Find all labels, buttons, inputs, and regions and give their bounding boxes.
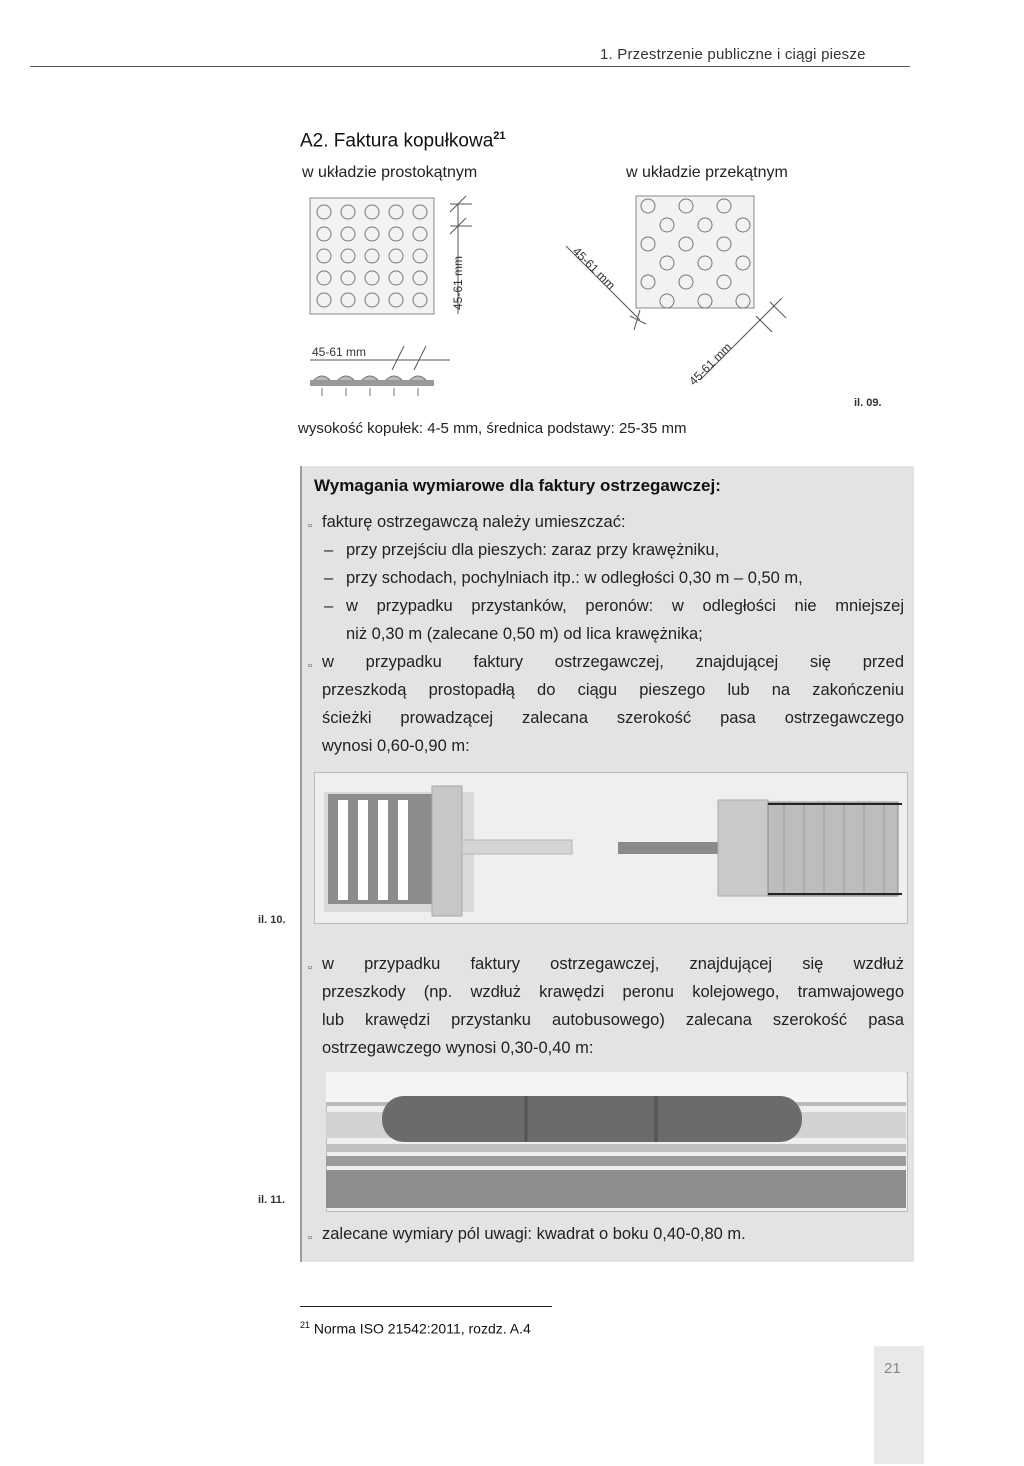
track [326, 1156, 906, 1166]
dimension-label: 45-61 mm [312, 345, 367, 359]
section-title [300, 130, 506, 152]
figure-label-10: il. 10. [258, 914, 286, 926]
dash-marker: – [324, 541, 334, 559]
tick-mark [414, 346, 426, 370]
bullet-marker: ▫ [308, 962, 312, 974]
dash-marker: – [324, 569, 334, 587]
cross-section-ticks [322, 388, 418, 396]
platform-illustration [326, 1072, 906, 1210]
dimension-label: 45-61 mm [686, 340, 735, 389]
figure-label-09: il. 09. [854, 397, 882, 409]
tick-mark [392, 346, 404, 370]
footnote [300, 1320, 531, 1337]
requirement-perpendicular-line3: ścieżki prowadzącej zalecana szerokość pasa ostrzegawczego [322, 709, 904, 727]
section-title-text: A2. Faktura kopułkowa [300, 130, 494, 152]
diagonal-dome-diagram [560, 190, 800, 400]
footnote-ref: 21 [493, 130, 506, 142]
dimension-label: 45-61 mm [451, 255, 465, 310]
requirement-parallel-line2: przeszkody (np. wzdłuż krawędzi peronu kolejowego, tramwajowego [322, 983, 904, 1001]
requirement-stairs: przy schodach, pochylniach itp.: w odległości 0,30 m – 0,50 m, [346, 569, 803, 587]
figure-label-11: il. 11. [258, 1194, 285, 1206]
dash-marker: – [324, 597, 334, 615]
caption-diagonal: w układzie przekątnym [626, 164, 788, 181]
platform-edge [326, 1144, 906, 1152]
footnote-text: Norma ISO 21542:2011, rozdz. A.4 [313, 1320, 531, 1337]
dimension-label: 45-61 mm [569, 244, 618, 293]
requirement-parallel-line3: lub krawędzi przystanku autobusowego) zalecana szerokość pasa [322, 1011, 904, 1029]
zebra-stripe [338, 800, 348, 900]
requirement-perpendicular-line2: przeszkodą prostopadłą do ciągu pieszego lub na zakończeniu [322, 681, 904, 699]
caption-rectangular: w układzie prostokątnym [302, 164, 478, 181]
requirement-attention-fields: zalecane wymiary pól uwagi: kwadrat o boku 0,40-0,80 m. [322, 1225, 746, 1243]
zebra-stripe [398, 800, 408, 900]
tick-mark [770, 302, 786, 318]
requirement-parallel-line4: ostrzegawczego wynosi 0,30-0,40 m: [322, 1039, 594, 1057]
warning-strip [432, 786, 462, 916]
requirement-perpendicular-line4: wynosi 0,60-0,90 m: [322, 737, 470, 755]
train [382, 1096, 802, 1142]
requirements-title: Wymagania wymiarowe dla faktury ostrzegawczej: [314, 476, 721, 495]
guidance-path [462, 840, 572, 854]
tile-square [636, 196, 754, 308]
requirement-stops-line2: niż 0,30 m (zalecane 0,50 m) od lica krawężnika; [346, 625, 703, 643]
requirement-perpendicular-line1: w przypadku faktury ostrzegawczej, znajdującej się przed [322, 653, 904, 671]
requirement-crossing: przy przejściu dla pieszych: zaraz przy krawężniku, [346, 541, 720, 559]
tile-square [310, 198, 434, 314]
trackbed [326, 1170, 906, 1208]
footnote-number: 21 [300, 1320, 311, 1330]
zebra-stripe [358, 800, 368, 900]
crossing-illustration [314, 772, 906, 922]
dome-profile [314, 376, 426, 380]
header-rule [30, 66, 910, 67]
page-number: 21 [884, 1360, 901, 1377]
warning-strip [718, 800, 768, 896]
bullet-marker: ▫ [308, 520, 312, 532]
bullet-marker: ▫ [308, 1232, 312, 1244]
requirement-parallel-line1: w przypadku faktury ostrzegawczej, znajdującej się wzdłuż [322, 955, 904, 973]
footnote-rule [300, 1306, 552, 1307]
guidance-path-dark [618, 842, 718, 854]
zebra-stripe [378, 800, 388, 900]
requirement-placement: fakturę ostrzegawczą należy umieszczać: [322, 513, 626, 531]
dome-specification: wysokość kopułek: 4-5 mm, średnica podstawy: 25-35 mm [298, 420, 687, 437]
stairs [768, 802, 898, 896]
requirement-stops-line1: w przypadku przystanków, peronów: w odległości nie mniejszej [346, 597, 904, 615]
rectangular-dome-diagram [300, 190, 500, 410]
tile-cross-section [310, 380, 434, 386]
bullet-marker: ▫ [308, 660, 312, 672]
running-header: 1. Przestrzenie publiczne i ciągi piesze [600, 46, 866, 63]
tick-mark [756, 316, 772, 332]
